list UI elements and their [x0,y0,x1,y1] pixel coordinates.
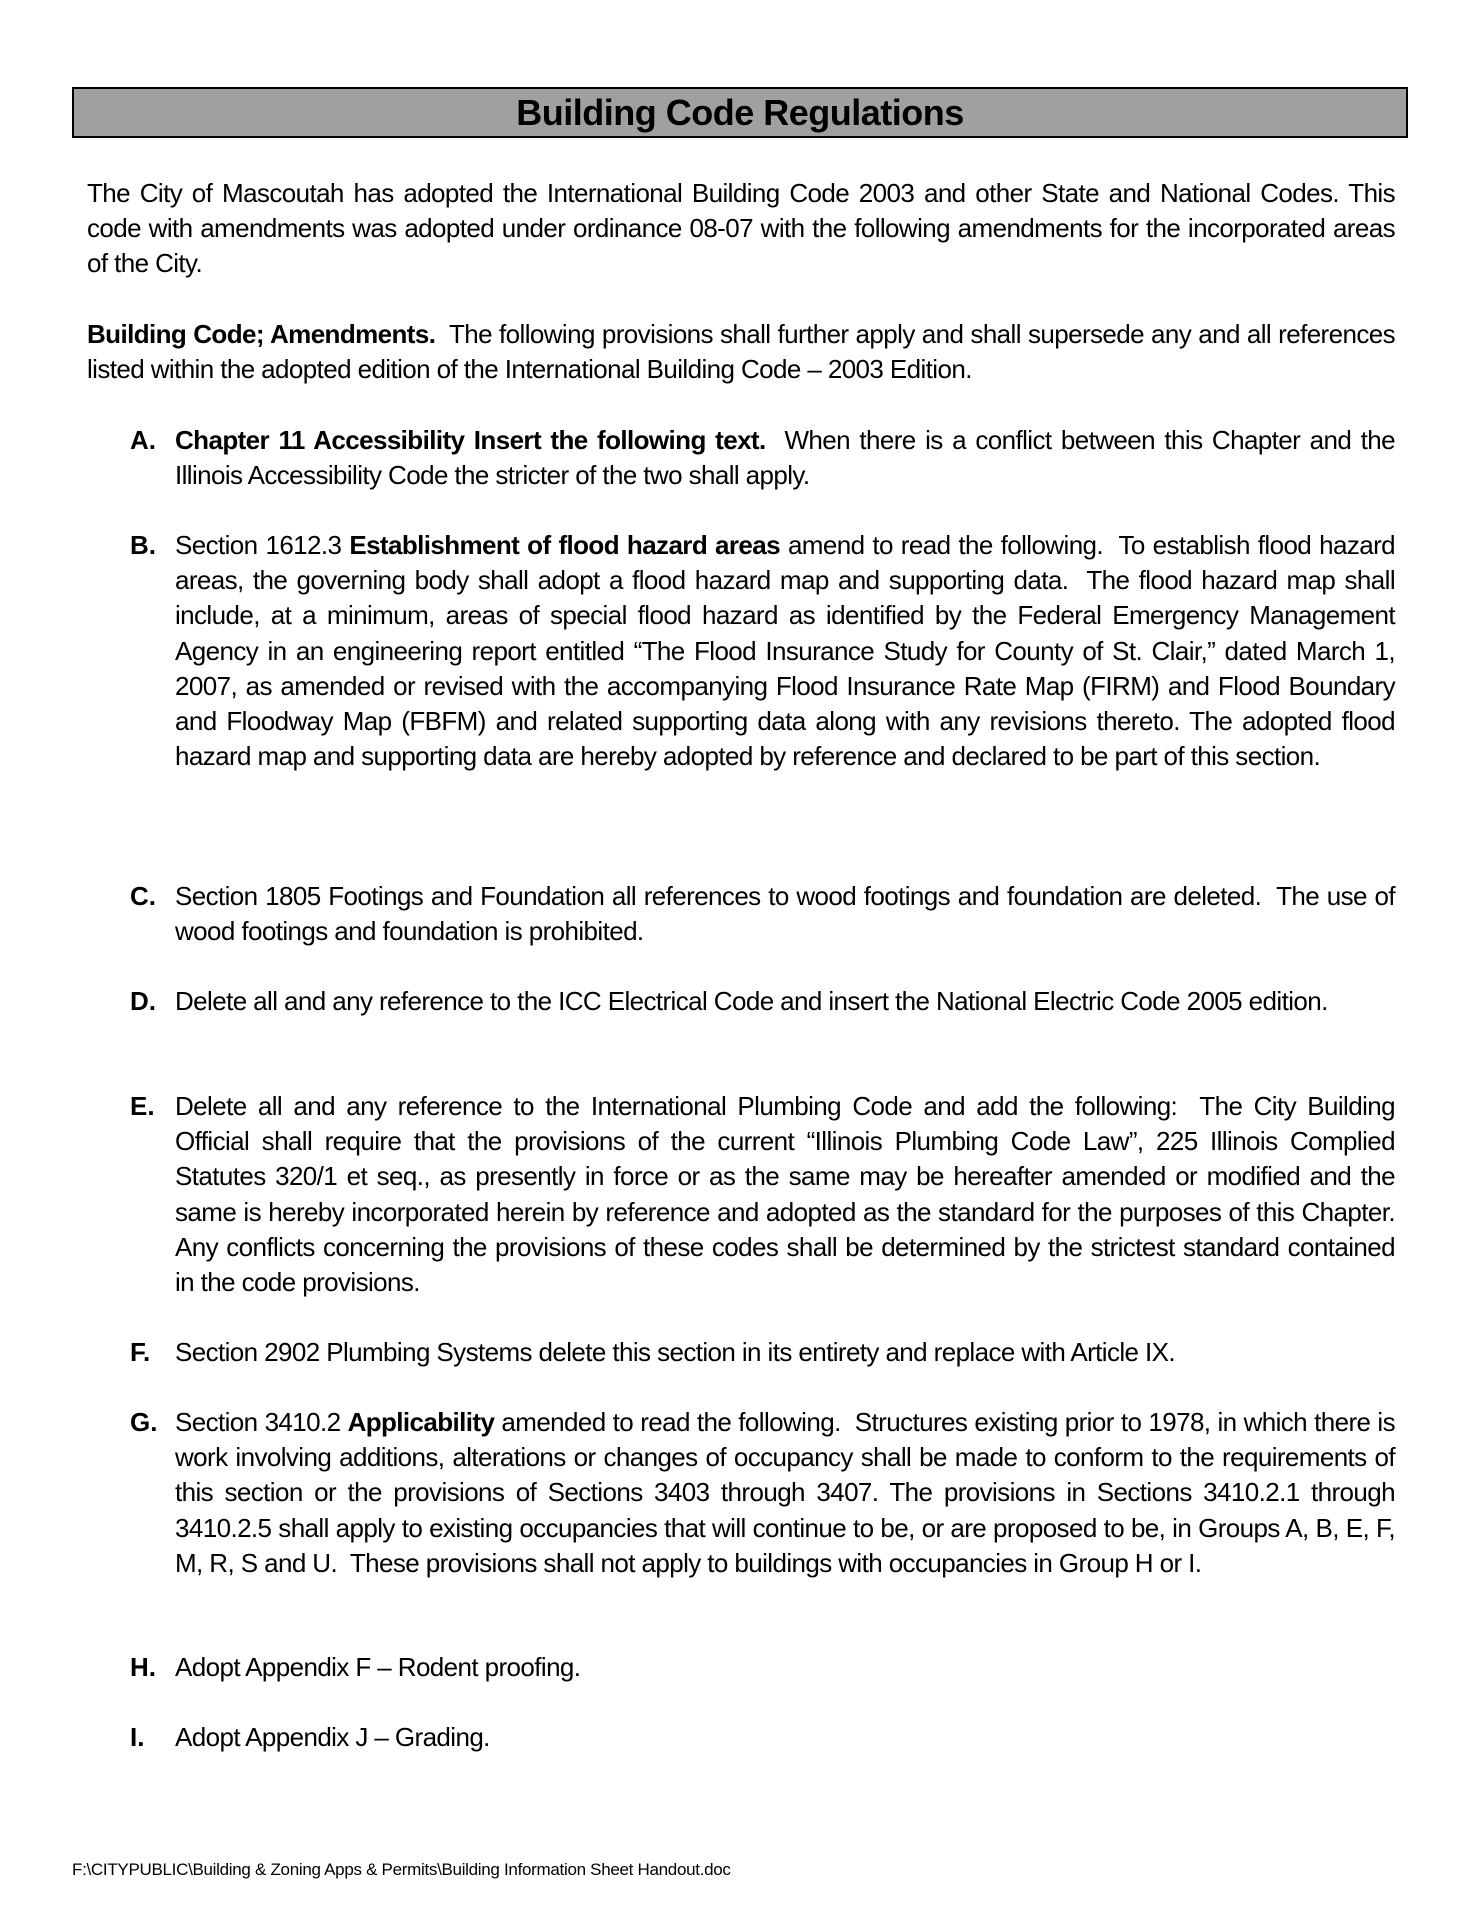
list-marker: F. [130,1337,151,1367]
list-item-e [130,1089,1409,1300]
list-item-c [130,879,1402,949]
list-item-d [130,984,1395,1019]
item-pre: Adopt Appendix F – Rodent proofing. [175,1652,581,1682]
item-pre: Delete all and any reference to the International Plumbing Code and add the following: The City Building Official shall require that the provisions of the current “Illinois Plumbing Code Law”, 225 Illinois Complied Statutes 320/1 et seq., as presently in force or as the same may be hereafter amended or modified and the same is hereby incorporated herein by reference and adopted as the standard for the purposes of this Chapter. Any conflicts concerning the provisions of these codes shall be determined by the strictest standard contained in the code provisions. [175,1091,1409,1298]
item-post: amended to read the following. Structures existing prior to 1978, in which there is work involving additions, alterations or changes of occupancy shall be made to conform to the requirements of this section or the provisions of Sections 3403 through 3407. The provisions in Sections 3410.2.1 through 3410.2.5 shall apply to existing occupancies that will continue to be, or are proposed to be, in Groups A, B, E, F, M, R, S and U. These provisions shall not apply to buildings with occupancies in Group H or I. [175,1407,1402,1578]
item-pre: Section 1805 Footings and Foundation all references to wood footings and foundation are deleted. The use of wood footings and foundation is prohibited. [175,881,1402,947]
list-marker: G. [130,1407,158,1437]
page-title: Building Code Regulations [516,91,964,133]
amendments-heading: Building Code; Amendments. [87,319,436,349]
item-post: amend to read the following. To establish flood hazard areas, the governing body shall adopt a flood hazard map and supporting data. The flood hazard map shall include, at a minimum, areas of special flood hazard as identified by the Federal Emergency Management Agency in an engineering report entitled “The Flood Insurance Study for County of St. Clair,” dated March 1, 2007, as amended or revised with the accompanying Flood Insurance Rate Map (FIRM) and Flood Boundary and Floodway Map (FBFM) and related supporting data along with any revisions thereto. The adopted flood hazard map and supporting data are hereby adopted by reference and declared to be part of this section. [175,530,1402,772]
list-item-b [130,528,1402,774]
item-pre: Section 3410.2 [175,1407,348,1437]
amendments-text: The following provisions shall further apply and shall supersede any and all references listed within the adopted edition of the International Building Code – 2003 Edition. [87,319,1402,385]
list-marker: I. [130,1722,145,1752]
item-pre: Section 2902 Plumbing Systems delete this section in its entirety and replace with Article IX. [175,1337,1176,1367]
list-marker: C. [130,881,156,911]
list-marker: E. [130,1091,155,1121]
list-item-g [130,1405,1402,1581]
item-bold: Chapter 11 Accessibility Insert the following text. [175,425,766,455]
amendments-paragraph [87,317,1402,387]
item-post: When there is a conflict between this Chapter and the Illinois Accessibility Code the stricter of the two shall apply. [175,425,1402,491]
list-marker: A. [130,425,156,455]
list-item-i [130,1720,1395,1755]
list-marker: D. [130,986,156,1016]
list-marker: H. [130,1652,156,1682]
item-pre: Adopt Appendix J – Grading. [175,1722,490,1752]
list-item-h [130,1650,1395,1685]
intro-paragraph: The City of Mascoutah has adopted the International Building Code 2003 and other State and National Codes. This code with amendments was adopted under ordinance 08-07 with the following amendments for the incorporated areas of the City. [87,178,1395,279]
list-item-a [130,423,1402,493]
item-pre: Delete all and any reference to the ICC Electrical Code and insert the National Electric Code 2005 edition. [175,986,1328,1016]
item-bold: Applicability [347,1407,495,1437]
item-pre: Section 1612.3 [175,530,350,560]
list-marker: B. [130,530,156,560]
item-bold: Establishment of flood hazard areas [349,530,781,560]
list-item-f [130,1335,1395,1370]
title-banner [72,87,1408,138]
footer-file-path: F:\CITYPUBLIC\Building & Zoning Apps & Permits\Building Information Sheet Handout.doc [72,1860,731,1879]
